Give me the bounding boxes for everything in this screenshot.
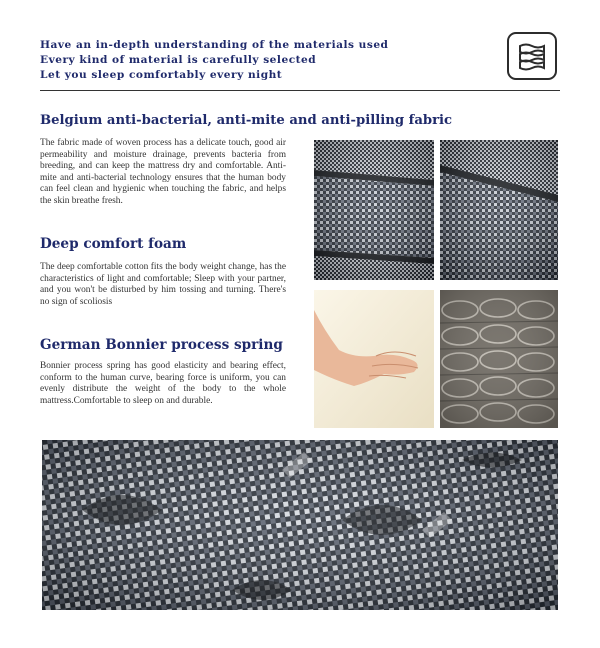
tagline-line-2: Every kind of material is carefully selected	[40, 54, 317, 66]
foam-hand-photo	[314, 290, 434, 428]
section-title-spring: German Bonnier process spring	[40, 337, 283, 353]
fabric-closeup-photo	[42, 440, 558, 610]
section-title-fabric: Belgium anti-bacterial, anti-mite and anti-pilling fabric	[40, 113, 453, 128]
mattress-edge-photo	[440, 140, 558, 280]
tagline-line-1: Have an in-depth understanding of the materials used	[40, 39, 389, 51]
section-body-fabric: The fabric made of woven process has a delicate touch, good air permeability and moisture drainage, prevents bacteria from breeding, and can keep the mattress dry and comfortable. Anti-mite and anti-bacterial technology ensures that the human body can feel clean and hygienic when touching the fabric, and helps the skin breathe fresh.	[40, 138, 286, 206]
header-tagline	[40, 38, 460, 83]
spring-coils-photo	[440, 290, 558, 428]
layers-icon	[507, 32, 557, 80]
section-body-foam: The deep comfortable cotton fits the body weight change, has the characteristics of light and comfortable; Sleep with your partner, and you won't be disturbed by him tossing and turning. There's no sign of scoliosis	[40, 262, 286, 307]
mattress-corner-photo	[314, 140, 434, 280]
section-body-spring: Bonnier process spring has good elasticity and bearing effect, conform to the human curve, bearing force is uniform, you can evenly distribute the weight of the body to the whole mattress.Comfortable to sleep on and durable.	[40, 361, 286, 406]
header-divider	[40, 90, 560, 91]
tagline-line-3: Let you sleep comfortably every night	[40, 69, 283, 81]
section-title-foam: Deep comfort foam	[40, 236, 187, 252]
